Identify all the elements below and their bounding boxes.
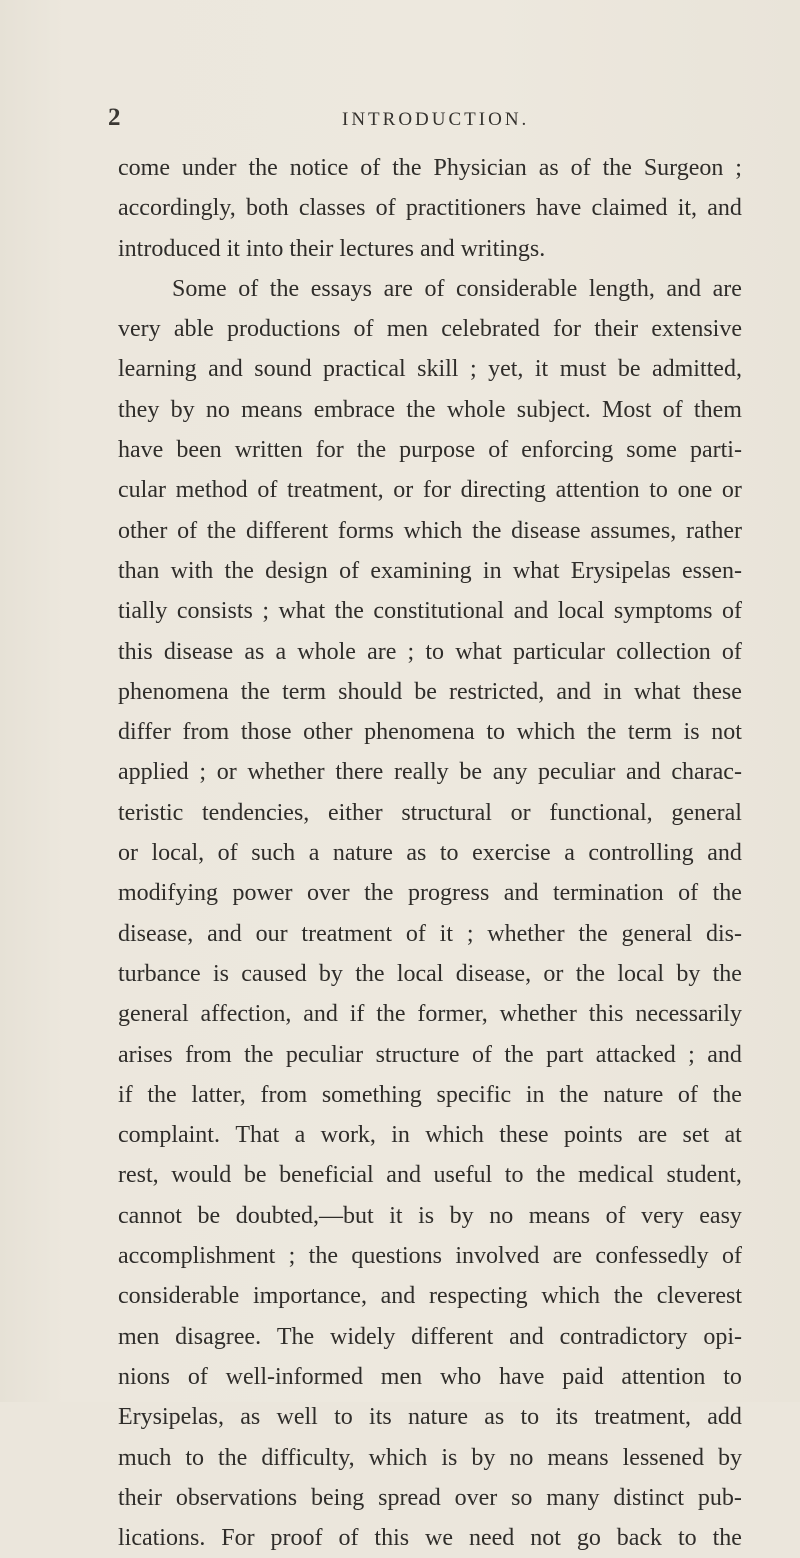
text-line: applied ; or whether there really be any peculiar and charac- <box>118 759 742 786</box>
text-line: this disease as a whole are ; to what particular collection of <box>118 638 742 665</box>
text-line: phenomena the term should be restricted, and in what these <box>118 678 742 705</box>
text-line: have been written for the purpose of enforcing some parti- <box>118 437 742 464</box>
text-line: accordingly, both classes of practitioners have claimed it, and <box>118 195 742 222</box>
text-line: their observations being spread over so many distinct pub- <box>118 1484 742 1511</box>
text-line: learning and sound practical skill ; yet, it must be admitted, <box>118 356 742 383</box>
page-header <box>0 104 800 134</box>
text-line: or local, of such a nature as to exercise a controlling and <box>118 840 742 867</box>
text-line: teristic tendencies, either structural or functional, general <box>118 799 742 826</box>
text-line: disease, and our treatment of it ; whether the general dis- <box>118 920 742 947</box>
text-line: tially consists ; what the constitutional and local symptoms of <box>118 598 742 625</box>
text-line: cannot be doubted,—but it is by no means of very easy <box>118 1202 742 1229</box>
text-line: cular method of treatment, or for directing attention to one or <box>118 477 742 504</box>
text-line: nions of well-informed men who have paid attention to <box>118 1363 742 1390</box>
text-line: accomplishment ; the questions involved are confessedly of <box>118 1243 742 1270</box>
text-line: very able productions of men celebrated for their extensive <box>118 316 742 343</box>
text-line: considerable importance, and respecting which the cleverest <box>118 1283 742 1310</box>
text-line: Erysipelas, as well to its nature as to its treatment, add <box>118 1404 742 1431</box>
text-line: much to the difficulty, which is by no means lessened by <box>118 1444 742 1471</box>
text-line: men disagree. The widely different and contradictory opi- <box>118 1323 742 1350</box>
text-line: rest, would be beneficial and useful to the medical student, <box>118 1162 742 1189</box>
body-text <box>118 148 742 1558</box>
text-line: complaint. That a work, in which these points are set at <box>118 1122 742 1149</box>
text-line: turbance is caused by the local disease, or the local by the <box>118 960 742 987</box>
text-line: arises from the peculiar structure of the part attacked ; and <box>118 1041 742 1068</box>
text-line: general affection, and if the former, whether this necessarily <box>118 1001 742 1028</box>
text-line: other of the different forms which the disease assumes, rather <box>118 517 742 544</box>
running-head: INTRODUCTION. <box>342 109 530 130</box>
text-line: if the latter, from something specific in the nature of the <box>118 1081 742 1108</box>
text-line: differ from those other phenomena to which the term is not <box>118 719 742 746</box>
text-line: modifying power over the progress and termination of the <box>118 880 742 907</box>
paragraph-start-line: Some of the essays are of considerable length, and are <box>172 275 742 302</box>
text-line: introduced it into their lectures and writings. <box>118 235 546 262</box>
text-line: come under the notice of the Physician as of the Surgeon ; <box>118 155 742 181</box>
text-line: than with the design of examining in what Erysipelas essen- <box>118 557 742 584</box>
text-line: they by no means embrace the whole subject. Most of them <box>118 396 742 423</box>
page-number: 2 <box>108 104 121 131</box>
text-line: lications. For proof of this we need not go back to the <box>118 1525 742 1552</box>
